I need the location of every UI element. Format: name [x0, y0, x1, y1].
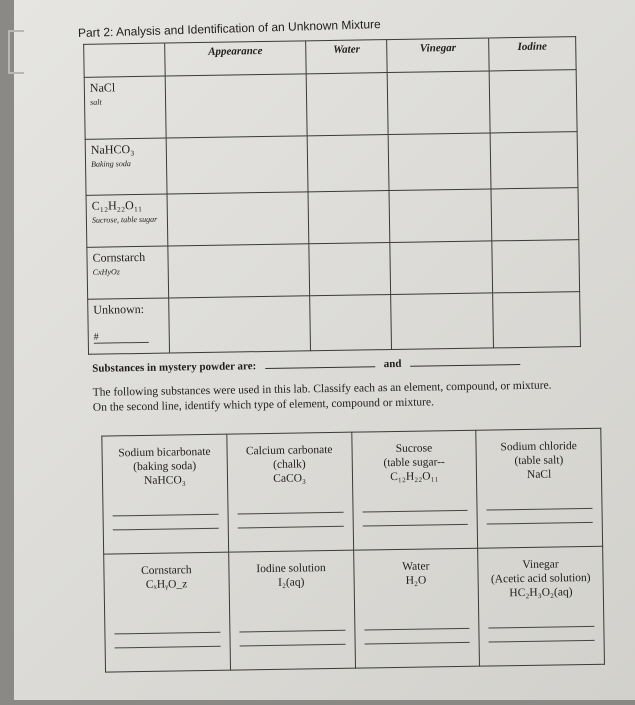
- substance-cell: [353, 548, 480, 668]
- classification-blank[interactable]: [237, 511, 343, 515]
- table-row: [104, 546, 605, 672]
- and-label: and: [383, 357, 402, 371]
- header-appearance: Appearance: [165, 41, 307, 76]
- row-label: [88, 298, 170, 354]
- substance-subtitle: Baking soda: [90, 159, 131, 169]
- row-label: [87, 246, 169, 299]
- mystery-label: Substances in mystery powder are:: [92, 360, 257, 375]
- row-label: [85, 138, 167, 195]
- header-water: Water: [306, 40, 388, 74]
- substance-cell: [476, 428, 603, 548]
- observation-cell[interactable]: [390, 241, 492, 295]
- substance-subtitle: #: [94, 331, 149, 344]
- observation-cell[interactable]: [389, 189, 491, 243]
- substance-text: Vinegar (Acetic acid solution) HC₂H₃O₂(aq): [490, 558, 591, 600]
- classification-table: [101, 428, 605, 673]
- observation-cell[interactable]: [310, 295, 392, 351]
- substance-text: Sodium chloride (table salt) NaCl: [500, 440, 577, 481]
- observation-cell[interactable]: [493, 292, 581, 348]
- observation-cell[interactable]: [490, 132, 578, 189]
- table-row: [87, 240, 580, 300]
- table-row: [88, 292, 581, 355]
- substance-text: Cornstarch CₓHᵧO_z: [140, 564, 192, 591]
- table-row: [86, 188, 579, 248]
- observation-table: [83, 36, 581, 355]
- classification-blank[interactable]: [489, 625, 595, 629]
- observation-cell[interactable]: [166, 136, 308, 194]
- substance-text: Water H₂O: [402, 560, 430, 587]
- observation-cell[interactable]: [388, 133, 490, 191]
- observation-cell[interactable]: [391, 293, 493, 350]
- substance-name: Unknown:: [93, 301, 145, 317]
- observation-cell[interactable]: [308, 191, 390, 244]
- substance-subtitle: CxHyOz: [92, 267, 120, 277]
- observation-cell[interactable]: [492, 240, 580, 293]
- substance-name: NaHCO₃: [90, 142, 135, 157]
- observation-cell[interactable]: [167, 192, 309, 246]
- observation-cell[interactable]: [388, 71, 491, 135]
- classification-blank[interactable]: [362, 509, 468, 513]
- table-row: [102, 428, 603, 554]
- observation-cell[interactable]: [491, 188, 579, 241]
- substance-cell: [228, 550, 355, 670]
- substance-text: Sodium bicarbonate (baking soda) NaHCO₃: [118, 445, 211, 487]
- classification-blank[interactable]: [113, 513, 219, 517]
- substance-subtitle: salt: [90, 97, 102, 107]
- observation-cell[interactable]: [489, 70, 577, 133]
- substance-name: NaCl: [89, 80, 116, 95]
- classification-blank[interactable]: [487, 507, 593, 511]
- observation-cell[interactable]: [307, 135, 389, 192]
- observation-cell[interactable]: [309, 243, 391, 296]
- type-blank[interactable]: [364, 641, 470, 645]
- substance-name: Cornstarch: [92, 249, 146, 265]
- page-title: Part 2: Analysis and Identification of an Unknown Mixture: [77, 17, 381, 41]
- observation-cell[interactable]: [168, 244, 310, 298]
- row-label: [84, 76, 166, 139]
- classification-blank[interactable]: [239, 629, 345, 633]
- type-blank[interactable]: [239, 643, 345, 647]
- answer-blank-1[interactable]: [265, 356, 375, 369]
- observation-cell[interactable]: [165, 74, 307, 138]
- type-blank[interactable]: [489, 639, 595, 643]
- type-blank[interactable]: [362, 523, 468, 527]
- substance-text: Calcium carbonate (chalk) CaCO₃: [245, 443, 333, 485]
- classification-blank[interactable]: [364, 627, 470, 631]
- substance-cell: [478, 546, 605, 666]
- substance-text: Iodine solution I₂(aq): [256, 562, 326, 589]
- observation-cell[interactable]: [169, 296, 311, 353]
- substance-subtitle: Sucrose, table sugar: [91, 214, 158, 225]
- substance-cell: [351, 430, 478, 550]
- table-row: [84, 70, 577, 140]
- observation-cell[interactable]: [306, 73, 388, 136]
- table-row: [85, 132, 578, 196]
- substance-text: Sucrose (table sugar-- C₁₂H₂₂O₁₁: [383, 442, 445, 484]
- type-blank[interactable]: [113, 527, 219, 531]
- substance-cell: [104, 552, 231, 672]
- row-label: [86, 194, 168, 247]
- substance-cell: [102, 434, 229, 554]
- header-vinegar: Vinegar: [387, 38, 489, 73]
- substance-name: C₁₂H₂₂O₁₁: [91, 197, 143, 213]
- instructions: The following substances were used in this lab. Classify each as an element, compound, or mixture. On the second line, identify which type of element, compound or mixture.: [92, 379, 552, 414]
- substance-cell: [227, 432, 354, 552]
- header-iodine: Iodine: [489, 37, 577, 71]
- mystery-powder-line: [92, 354, 526, 375]
- answer-blank-2[interactable]: [410, 354, 520, 367]
- type-blank[interactable]: [115, 645, 221, 649]
- type-blank[interactable]: [487, 521, 593, 525]
- classification-blank[interactable]: [114, 631, 220, 635]
- corner-cell: [84, 43, 166, 77]
- type-blank[interactable]: [238, 525, 344, 529]
